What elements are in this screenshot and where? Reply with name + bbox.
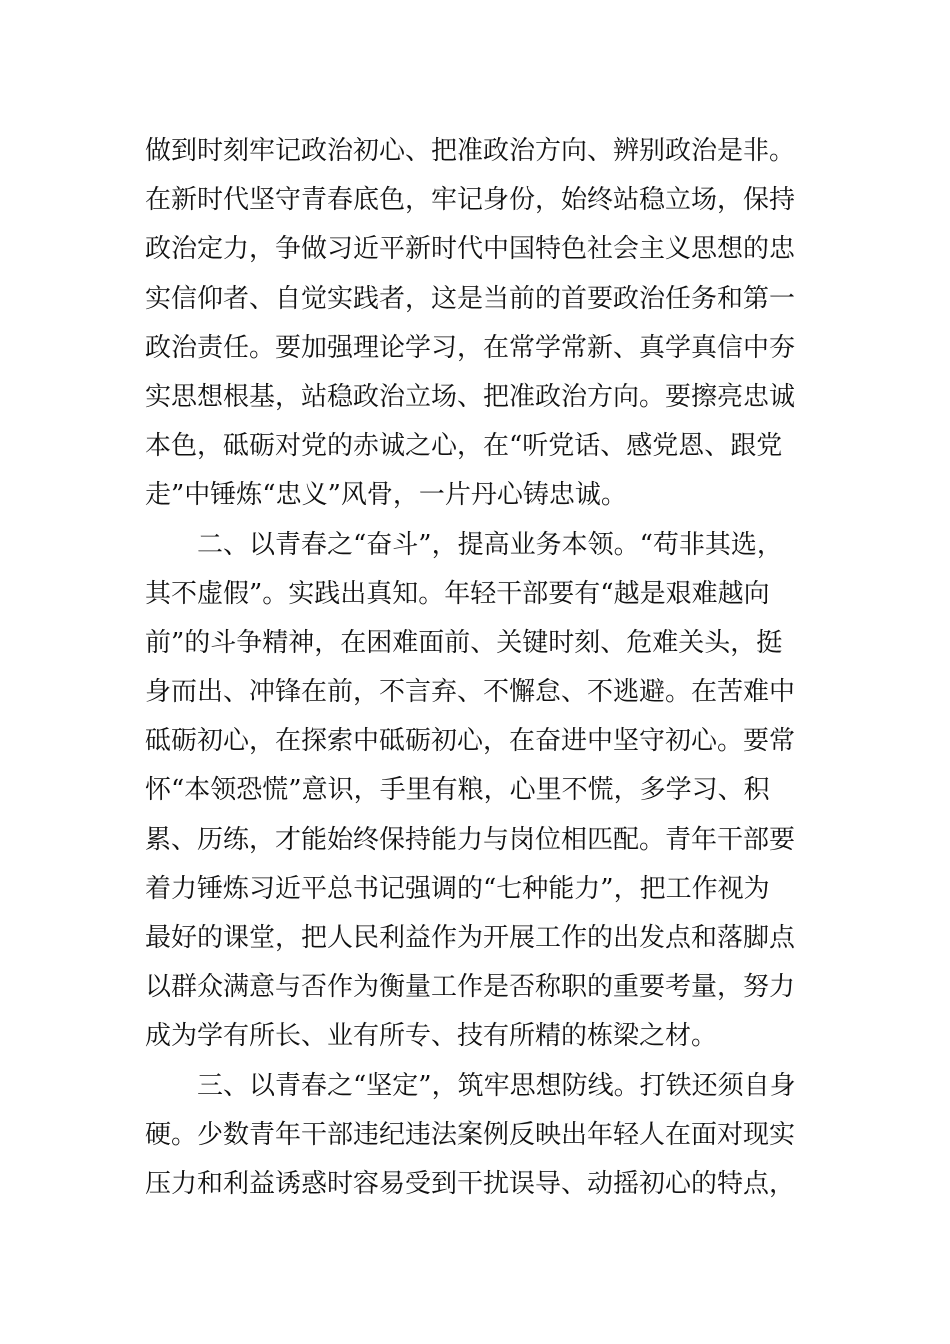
text-line: 本色，砥砺对党的赤诚之心，在“听党话、感党恩、跟党 bbox=[145, 431, 783, 462]
paragraph-heading-line: 三、以青春之“坚定”，筑牢思想防线。打铁还须自身 bbox=[145, 1070, 796, 1101]
text-line: 怀“本领恐慌”意识，手里有粮，心里不慌，多学习、积 bbox=[145, 775, 770, 806]
text-line: 实思想根基，站稳政治立场、把准政治方向。要擦亮忠诚 bbox=[145, 381, 796, 412]
text-line: 以群众满意与否作为衡量工作是否称职的重要考量，努力 bbox=[145, 972, 796, 1003]
text-line: 着力锤炼习近平总书记强调的“七种能力”，把工作视为 bbox=[145, 873, 770, 904]
text-line: 走”中锤炼“忠义”风骨，一片丹心铸忠诚。 bbox=[145, 480, 627, 511]
text-line: 累、历练，才能始终保持能力与岗位相匹配。青年干部要 bbox=[145, 824, 796, 855]
text-line: 实信仰者、自觉实践者，这是当前的首要政治任务和第一 bbox=[145, 283, 796, 314]
text-line: 身而出、冲锋在前，不言弃、不懈怠、不逃避。在苦难中 bbox=[145, 677, 796, 708]
text-line: 政治责任。要加强理论学习，在常学常新、真学真信中夯 bbox=[145, 332, 796, 363]
body-text bbox=[145, 127, 810, 1209]
text-line: 压力和利益诱惑时容易受到干扰误导、动摇初心的特点， bbox=[145, 1168, 796, 1199]
text-line: 政治定力，争做习近平新时代中国特色社会主义思想的忠 bbox=[145, 234, 796, 265]
text-line: 成为学有所长、业有所专、技有所精的栋梁之材。 bbox=[145, 1021, 718, 1052]
text-line: 硬。少数青年干部违纪违法案例反映出年轻人在面对现实 bbox=[145, 1119, 796, 1150]
text-line: 在新时代坚守青春底色，牢记身份，始终站稳立场，保持 bbox=[145, 185, 796, 216]
text-line: 前”的斗争精神，在困难面前、关键时刻、危难关头，挺 bbox=[145, 627, 783, 658]
text-line: 砥砺初心，在探索中砥砺初心，在奋进中坚守初心。要常 bbox=[145, 726, 796, 757]
paragraph-heading-line: 二、以青春之“奋斗”，提高业务本领。“苟非其选， bbox=[145, 529, 783, 560]
text-line: 其不虚假”。实践出真知。年轻干部要有“越是艰难越向 bbox=[145, 578, 770, 609]
text-line: 最好的课堂，把人民利益作为开展工作的出发点和落脚点 bbox=[145, 923, 796, 953]
text-line: 做到时刻牢记政治初心、把准政治方向、辨别政治是非。 bbox=[145, 136, 796, 166]
